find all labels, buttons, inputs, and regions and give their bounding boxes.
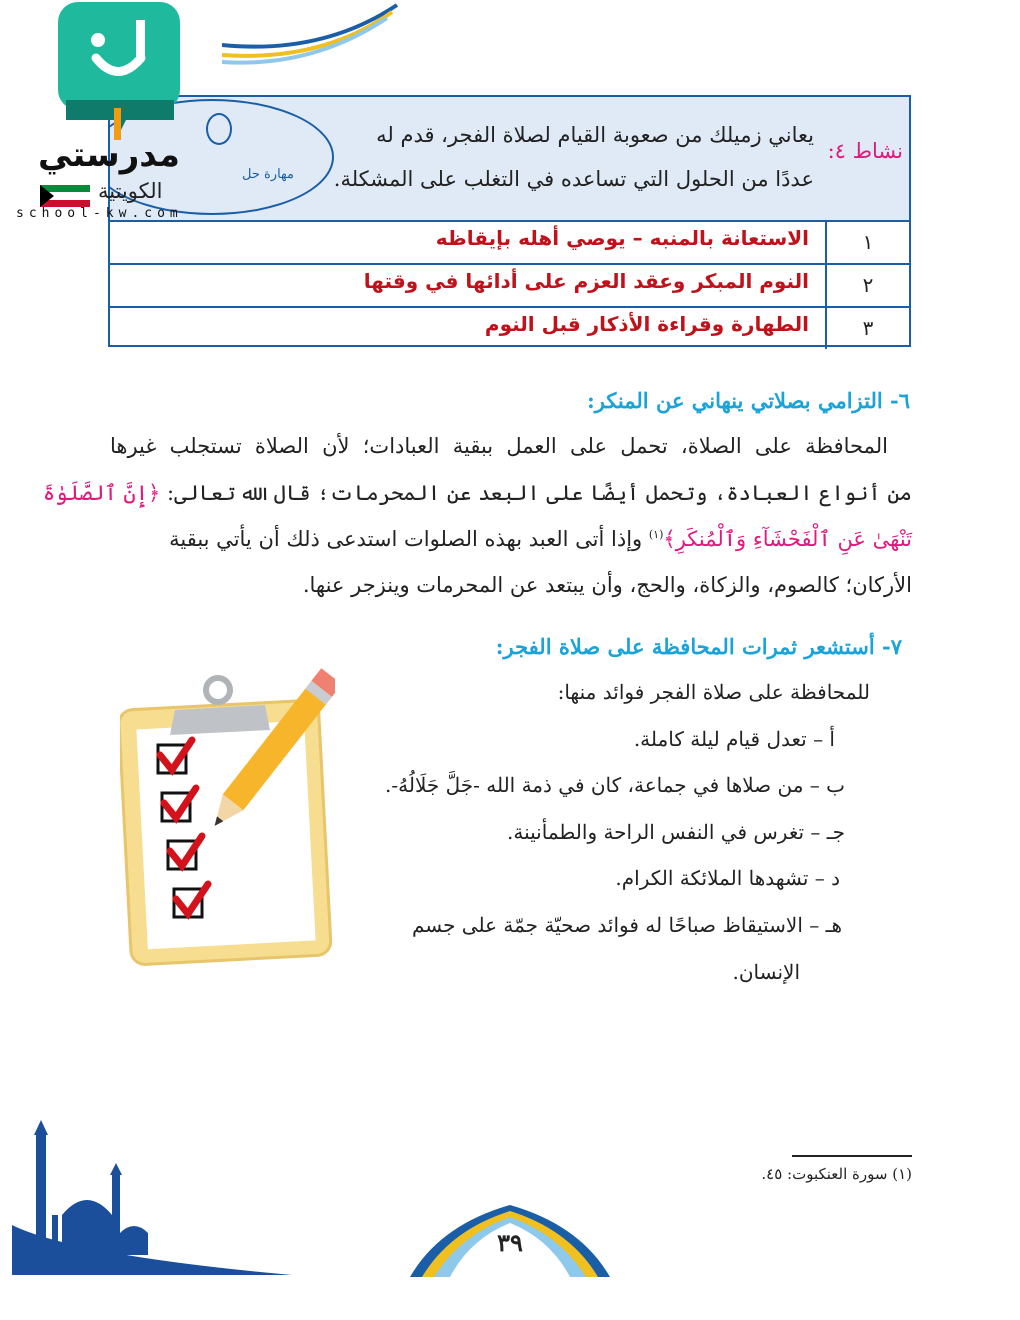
row-answer: الطهارة وقراءة الأذكار قبل النوم [484, 312, 809, 336]
activity-header [110, 97, 909, 222]
benefit-item: الإنسان. [732, 960, 800, 984]
quran-verse: ﴿إِنَّ ٱلصَّلَوٰةَ [42, 481, 161, 505]
mosque-silhouette-icon [12, 1115, 292, 1277]
row-answer: الاستعانة بالمنبه – يوصي أهله بإيقاظه [435, 226, 809, 250]
benefit-item: جـ – تغرس في النفس الراحة والطمأنينة. [507, 820, 845, 844]
row-number: ٢ [825, 263, 909, 306]
benefit-item: هـ – الاستيقاظ صباحًا له فوائد صحيّة جمّة على جسم [411, 913, 842, 937]
decorative-swoosh [222, 0, 402, 70]
paragraph-line [110, 527, 912, 551]
table-row [110, 306, 909, 349]
kuwait-flag-icon [40, 185, 90, 207]
paragraph-text: من أنواع العبادة، وتحمل أيضًا على البعد عن المحرمات؛ قال الله تعالى: [167, 481, 912, 505]
logo-icon [56, 0, 186, 145]
logo-subtitle: الكويتية [98, 179, 163, 203]
section-7-intro: للمحافظة على صلاة الفجر فوائد منها: [557, 680, 870, 704]
activity-question-line-1: يعاني زميلك من صعوبة القيام لصلاة الفجر، قدم له [376, 123, 814, 147]
paragraph-line: الأركان؛ كالصوم، والزكاة، والحج، وأن يبتعد عن المحرمات وينزجر عنها. [302, 573, 912, 597]
page-number: ٣٩ [497, 1228, 523, 1257]
row-answer: النوم المبكر وعقد العزم على أدائها في وقتها [363, 269, 809, 293]
activity-label: نشاط ٤: [827, 139, 903, 163]
footnote-divider [792, 1155, 912, 1157]
logo-name: مدرستي [38, 135, 180, 175]
checklist-clipboard-icon [120, 655, 335, 970]
paragraph-line: المحافظة على الصلاة، تحمل على العمل ببقية العبادات؛ لأن الصلاة تستجلب غيرها [110, 434, 888, 458]
benefit-item: د – تشهدها الملائكة الكرام. [615, 866, 840, 890]
row-number: ٣ [825, 306, 909, 349]
footnote-ref: (١) [648, 528, 664, 541]
paragraph-line [42, 481, 912, 505]
section-6-heading: ٦- التزامي بصلاتي ينهاني عن المنكر: [587, 388, 910, 413]
benefit-item: ب – من صلاها في جماعة، كان في ذمة الله -جَلَّ جَلَالُهُ-. [385, 773, 845, 797]
skill-badge-label: مهارة حل [241, 167, 294, 182]
section-7-heading: ٧- أستشعر ثمرات المحافظة على صلاة الفجر: [495, 634, 902, 659]
table-row [110, 263, 909, 308]
benefit-item: أ – تعدل قيام ليلة كاملة. [633, 727, 835, 751]
activity-question-line-2: عددًا من الحلول التي تساعده في التغلب على المشكلة. [333, 167, 814, 191]
table-row [110, 220, 909, 265]
site-logo [8, 0, 223, 225]
footnote: (١) سورة العنكبوت: ٤٥. [761, 1165, 912, 1183]
quran-verse: تَنْهَىٰ عَنِ ٱلْفَحْشَآءِ وَٱلْمُنكَرِ﴾ [663, 527, 912, 551]
logo-url: school-kw.com [16, 206, 183, 221]
row-number: ١ [825, 220, 909, 263]
paragraph-text: وإذا أتى العبد بهذه الصلوات استدعى ذلك أن يأتي ببقية [169, 527, 643, 551]
activity-table [108, 95, 911, 347]
